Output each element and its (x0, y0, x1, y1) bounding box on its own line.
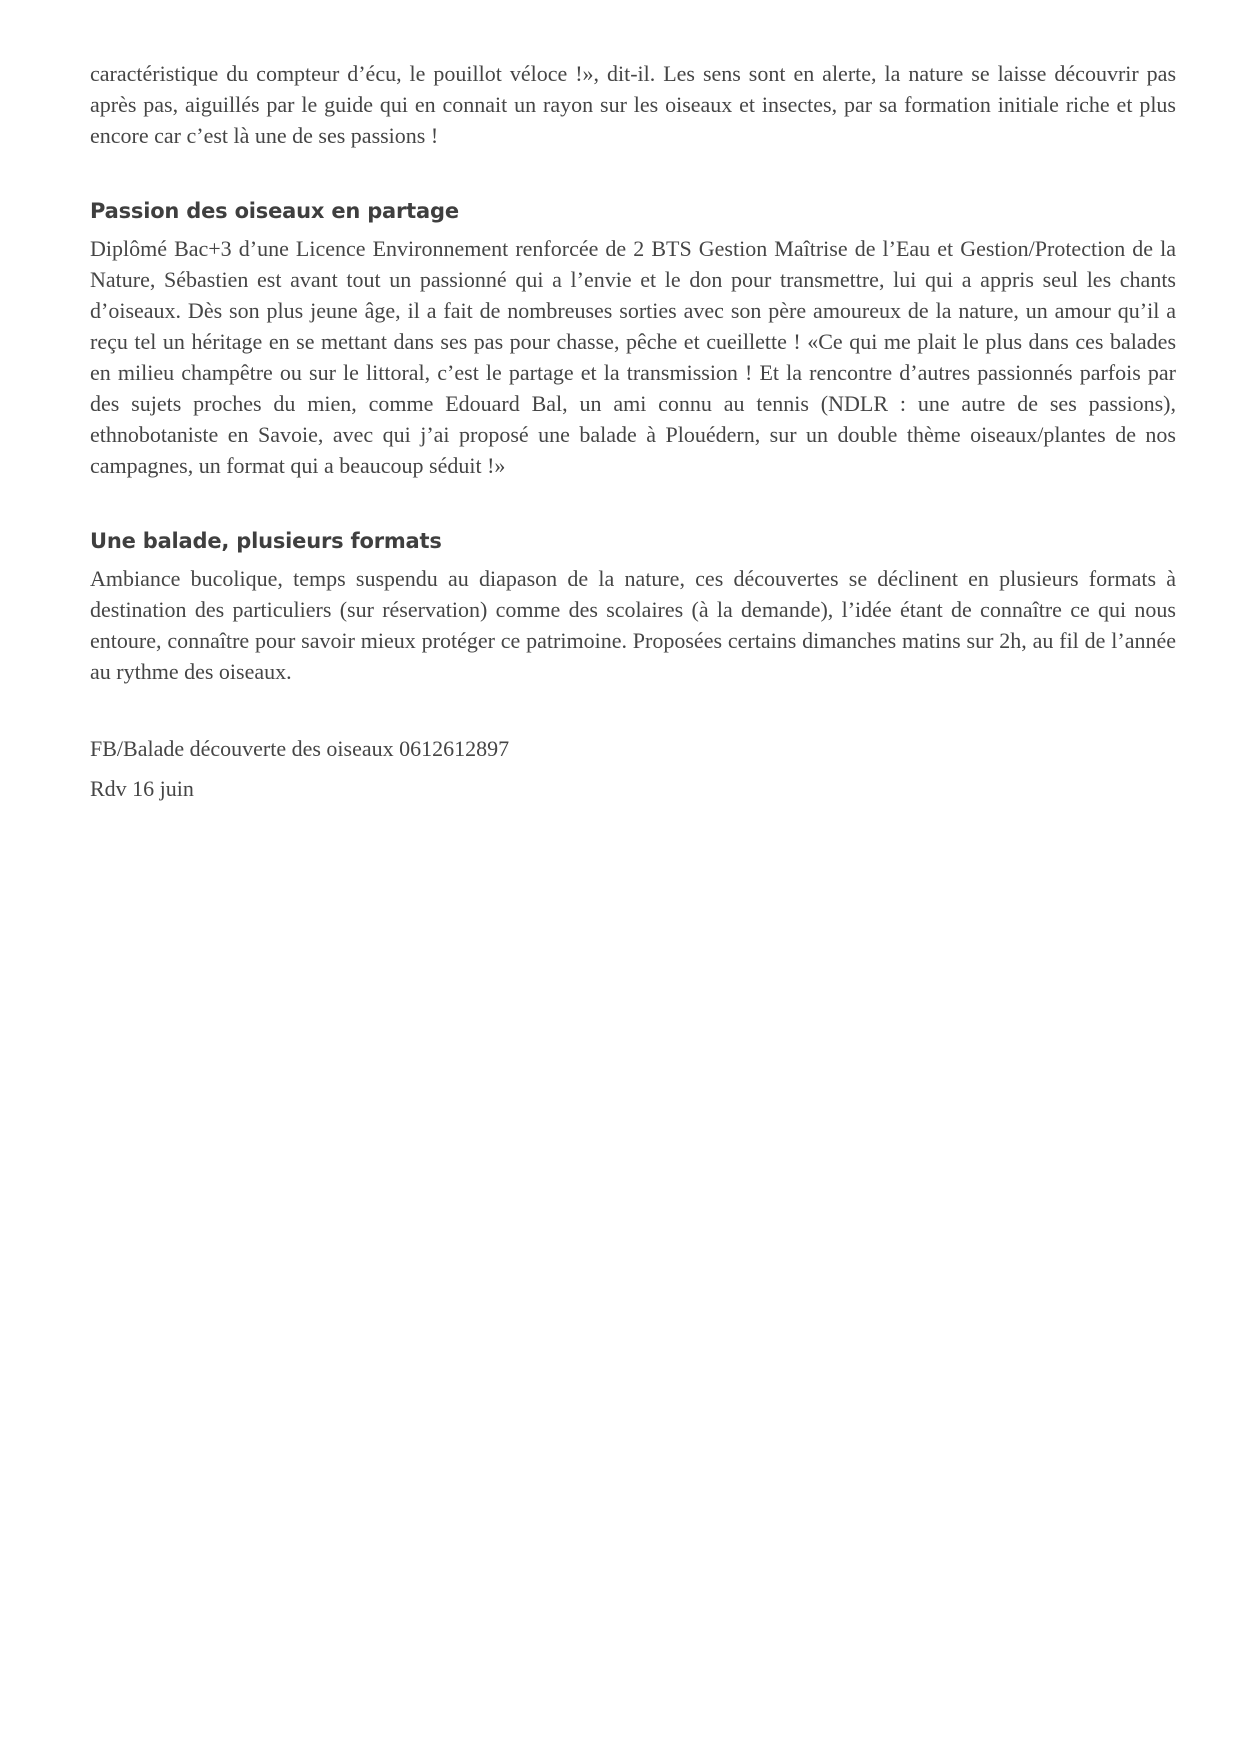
intro-paragraph: caractéristique du compteur d’écu, le pouillot véloce !», dit-il. Les sens sont en alerte, la nature se laisse découvrir pas après pas, aiguillés par le guide qui en connait un rayon sur les oiseaux et insectes, par sa formation initiale riche et plus encore car c’est là une de ses passions ! (90, 61, 1176, 148)
section-paragraph-passion: Diplômé Bac+3 d’une Licence Environnement renforcée de 2 BTS Gestion Maîtrise de l’Eau et Gestion/Protection de la Nature, Sébastien est avant tout un passionné qui a l’envie et le don pour transmettre, lui qui a appris seul les chants d’oiseaux. Dès son plus jeune âge, il a fait de nombreuses sorties avec son père amoureux de la nature, un amour qu’il a reçu tel un héritage en se mettant dans ses pas pour chasse, pêche et cueillette ! «Ce qui me plait le plus dans ces balades en milieu champêtre ou sur le littoral, c’est le partage et la transmission ! Et la rencontre d’autres passionnés parfois par des sujets proches du mien, comme Edouard Bal, un ami connu au tennis (NDLR : une autre de ses passions), ethnobotaniste en Savoie, avec qui j’ai proposé une balade à Plouédern, sur un double thème oiseaux/plantes de nos campagnes, un format qui a beaucoup séduit !» (90, 236, 1176, 478)
section-heading-passion: Passion des oiseaux en partage (90, 199, 459, 223)
article-page (90, 58, 1176, 804)
section-paragraph-formats: Ambiance bucolique, temps suspendu au diapason de la nature, ces découvertes se déclinent en plusieurs formats à destination des particuliers (sur réservation) comme des scolaires (à la demande), l’idée étant de connaître ce qui nous entoure, connaître pour savoir mieux protéger ce patrimoine. Proposées certains dimanches matins sur 2h, au fil de l’année au rythme des oiseaux. (90, 566, 1176, 684)
section-heading-formats: Une balade, plusieurs formats (90, 529, 442, 553)
footer-rendezvous-line: Rdv 16 juin (90, 776, 194, 801)
footer-contact-line: FB/Balade découverte des oiseaux 0612612897 (90, 736, 510, 761)
